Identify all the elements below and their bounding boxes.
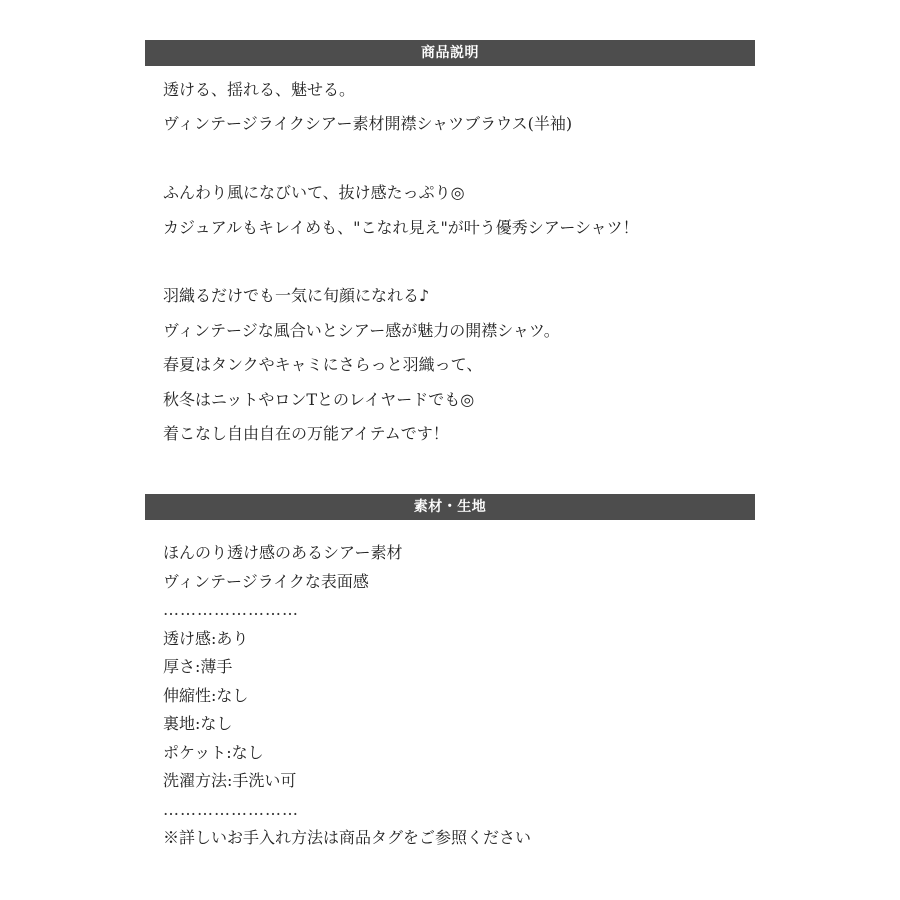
description-line: ヴィンテージライクシアー素材開襟シャツブラウス(半袖)	[163, 114, 573, 134]
description-line: 羽織るだけでも一気に旬顔になれる♪	[163, 286, 430, 306]
section-header-description: 商品説明	[145, 40, 755, 66]
spec-stretch: 伸縮性:なし	[163, 685, 249, 705]
material-intro-line: ヴィンテージライクな表面感	[163, 571, 369, 591]
spec-thickness: 厚さ:薄手	[163, 657, 233, 676]
description-line: 秋冬はニットやロンTとのレイヤードでも◎	[163, 389, 475, 409]
section-header-material: 素材・生地	[145, 494, 755, 520]
material-intro-line: ほんのり透け感のあるシアー素材	[163, 543, 403, 562]
description-line: 透ける、揺れる、魅せる。	[163, 80, 356, 99]
dotted-separator: ……………………	[163, 600, 299, 619]
description-line: ふんわり風になびいて、抜け感たっぷり◎	[163, 183, 465, 203]
description-line: ヴィンテージな風合いとシアー感が魅力の開襟シャツ。	[163, 320, 560, 340]
spec-transparency: 透け感:あり	[163, 628, 249, 648]
spec-lining: 裏地:なし	[163, 714, 233, 733]
spec-washing: 洗濯方法:手洗い可	[163, 771, 297, 790]
care-note: ※詳しいお手入れ方法は商品タグをご参照ください	[163, 828, 532, 847]
description-line: 着こなし自由自在の万能アイテムです！	[163, 423, 449, 443]
description-line: カジュアルもキレイめも、"こなれ見え"が叶う優秀シアーシャツ！	[163, 217, 639, 237]
description-text-block	[163, 78, 639, 456]
description-line: 春夏はタンクやキャミにさらっと羽織って、	[163, 355, 483, 375]
spec-pocket: ポケット:なし	[163, 742, 264, 762]
material-text-block	[163, 542, 531, 856]
dotted-separator: ……………………	[163, 799, 299, 819]
